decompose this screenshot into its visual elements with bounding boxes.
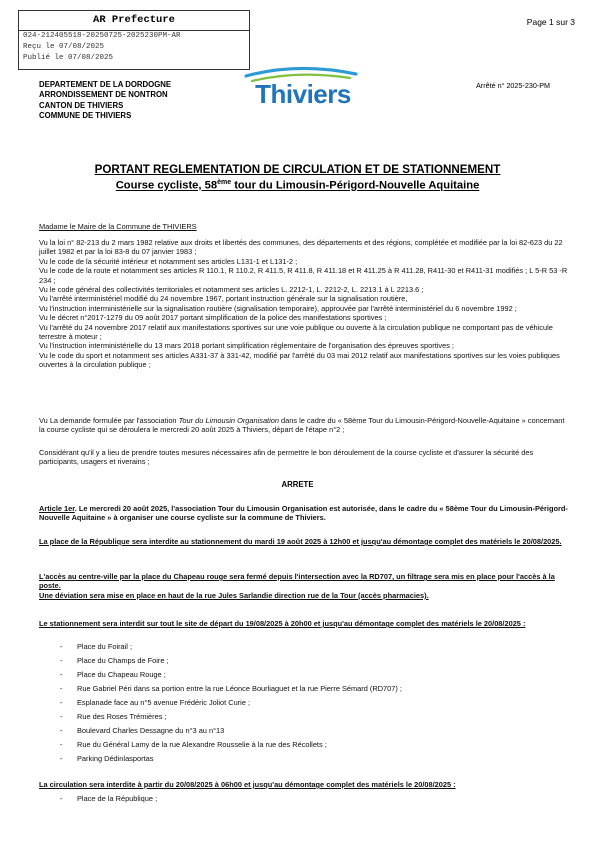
logo-text: Thiviers (255, 79, 351, 109)
vu-item: Vu le code de la sécurité intérieur et notamment ses articles L131-1 et L131-2 ; (39, 256, 298, 266)
vu-item: Vu l'instruction interministérielle du 13 mars 2018 portant simplification réglementaire de l'organisation des épreuves sportives ; (39, 341, 454, 351)
list-item: - Rue du Général Lamy de la rue Alexandre Rousselie à la rue des Récollets ; (60, 740, 327, 749)
document-title: PORTANT REGLEMENTATION DE CIRCULATION ET DE STATIONNEMENT (94, 163, 501, 176)
stamp-title: AR Prefecture (19, 11, 249, 31)
vu-item: Vu le code du sport et notamment ses articles A331-37 à 331-42, modifié par l'arrêté du 03 mai 2012 relatif aux manifestations sportives sur les voies publiques ouvertes à la circulation publique ; (39, 350, 560, 370)
stamp-reference: 024-212405518-20250725-2025230PM-AR (23, 32, 181, 40)
demande-paragraph: Vu La demande formulée par l'association Tour du Limousin Organisation dans le cadre du « 58ème Tour du Limousin-Périgord-Nouvelle-Aquitaine » concernant la course cycliste qui se déroulera le mercredi 20 août 2025 à Thiviers, départ de l'étape n°2 ; (39, 416, 565, 435)
vu-item: Vu le code général des collectivités territoriales et notamment ses articles L. 2212-1, L. 2212-2, L. 2213.1 à L 2213.6 ; (39, 285, 424, 295)
list-item: - Parking Dédinlasportas (60, 754, 154, 763)
parking-ban-rule: Le stationnement sera interdit sur tout le site de départ du 19/08/2025 à 20h00 et jusqu'au démontage complet des matériels le 20/08/2025 : (39, 619, 526, 628)
considerant-paragraph: Considérant qu'il y a lieu de prendre toutes mesures nécessaires afin de permettre le bon déroulement de la course cycliste et d'assurer la sécurité des participants, usagers et riverains ; (39, 448, 534, 467)
prefecture-stamp (18, 10, 250, 70)
stamp-published-date: Publié le 07/08/2025 (23, 54, 114, 62)
vu-item: Vu l'arrêté du 24 novembre 2017 relatif aux manifestations sportives sur une voie publique ou ouverte à la circulation publique ne comportant pas de véhicule terrestre à moteur ; (39, 322, 553, 342)
place-republique-rule: La place de la République sera interdite au stationnement du mardi 19 août 2025 à 12h00 et jusqu'au démontage complet des matériels le 20/08/2025. (39, 537, 562, 546)
list-item: - Rue des Roses Trémières ; (60, 712, 167, 721)
administrative-header (39, 80, 171, 121)
vu-block (39, 238, 569, 370)
list-item: - Esplanade face au n°5 avenue Frédéric Joliot Curie ; (60, 698, 251, 707)
deviation-rule: Une déviation sera mise en place en haut de la rue Jules Sarlandie direction rue de la Tour (accès pharmacies). (39, 591, 429, 600)
vu-item: Vu le décret n°2017-1279 du 09 août 2017 portant simplification de la police des manifestations sportives ; (39, 313, 387, 323)
vu-item: Vu le code de la route et notamment ses articles R 110.1, R 110.2, R 411.5, R 411.8, R 411.18 et R 411.25 à R 411.28, R411-30 et R411-31 modifiés ; L 5-R 53 -R 234 ; (39, 266, 568, 285)
commune-line: COMMUNE DE THIVIERS (39, 110, 132, 120)
list-item: - Place du Champs de Foire ; (60, 656, 169, 665)
traffic-ban-rule: La circulation sera interdite à partir du 20/08/2025 à 06h00 et jusqu'au démontage complet des matériels le 20/08/2025 : (39, 780, 456, 789)
maire-line: Madame le Maire de la Commune de THIVIERS (39, 222, 197, 231)
list-item: - Place du Foirail ; (60, 642, 133, 651)
list-item: - Boulevard Charles Dessagne du n°3 au n°13 (60, 726, 225, 735)
page-number: Page 1 sur 3 (526, 17, 575, 27)
arrete-number: Arrêté n° 2025-230-PM (476, 81, 550, 90)
list-item: - Place du Chapeau Rouge ; (60, 670, 166, 679)
arrete-heading: ARRETE (281, 480, 314, 489)
vu-item: Vu la loi n° 82-213 du 2 mars 1982 relative aux droits et libertés des communes, des départements et des régions, complétée et modifiée par la loi 82-623 du 22 juillet 1982 et par la loi 83-8 du 07 janvier 1983 ; (39, 238, 563, 257)
list-item: - Rue Gabriel Péri dans sa portion entre la rue Léonce Bourliaguet et la rue Pierre Sémard (RD707) ; (60, 684, 402, 693)
arrondissement-line: ARRONDISSEMENT DE NONTRON (39, 90, 168, 100)
article-1: Article 1er. Le mercredi 20 août 2025, l'association Tour du Limousin Organisation est autorisée, dans le cadre du « 58ème Tour du Limousin-Périgord-Nouvelle Aquitaine » à organiser une course cycliste sur la commune de Thiviers. (39, 504, 568, 523)
canton-line: CANTON DE THIVIERS (39, 100, 124, 110)
access-rule: L'accès au centre-ville par la place du Chapeau rouge sera fermé depuis l'intersection avec la RD707, un filtrage sera mis en place pour l'accès à la poste. (39, 572, 555, 591)
document-subtitle: Course cycliste, 58ème tour du Limousin-Périgord-Nouvelle Aquitaine (115, 179, 480, 192)
department-line: DEPARTEMENT DE LA DORDOGNE (39, 80, 172, 89)
thiviers-logo (238, 66, 368, 110)
stamp-received-date: Reçu le 07/08/2025 (23, 43, 105, 51)
vu-item: Vu l'arrêté interministériel modifié du 24 novembre 1967, portant instruction générale sur la signalisation routière, (39, 294, 408, 304)
vu-item: Vu l'instruction interministérielle sur la signalisation routière (signalisation temporaire), approuvée par l'arrêté interministériel du 6 novembre 1992 ; (39, 303, 517, 313)
list-item: - Place de la République ; (60, 794, 158, 803)
